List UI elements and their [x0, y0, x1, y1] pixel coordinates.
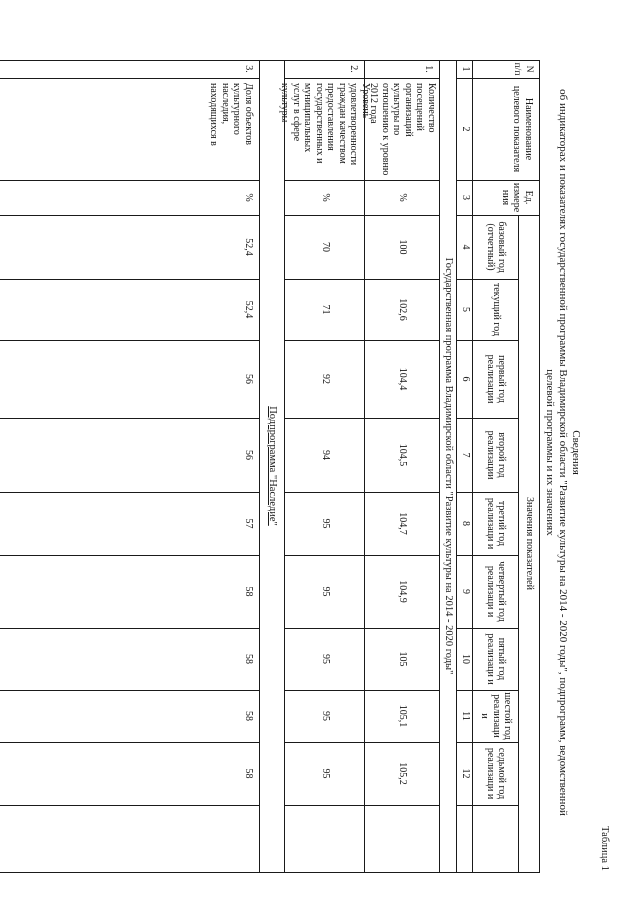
colnum-4: 4 — [459, 244, 471, 250]
row-3-year-3: 57 — [243, 518, 254, 529]
row-3-name: Доля объектов культурного наследия, находящихся в — [208, 83, 254, 146]
colnum-3: 3 — [459, 195, 471, 200]
row-3-year-2: 56 — [243, 450, 254, 460]
row-2-year-3: 95 — [319, 518, 331, 529]
row-1-current-year: 102,6 — [397, 298, 409, 321]
colnum-10: 10 — [459, 654, 471, 664]
row-2-year-6: 95 — [319, 711, 331, 721]
header-values-group: Значения показателей — [524, 497, 536, 590]
header-name: Наименование целевого показателя — [511, 85, 534, 173]
col-line-9-body2 — [0, 628, 260, 629]
program-title: Государственная программа Владимирской области "Развитие культуры на 2014 - 2020 годы" — [443, 257, 455, 675]
colnum-9: 9 — [459, 589, 471, 594]
row-1-year-4: 104,9 — [397, 580, 409, 603]
row-2-name: Уровень удовлетворенности граждан качеством предоставления государственных и муниципальных услуг в сфере культуры — [279, 83, 371, 166]
row-1-year-2: 104,5 — [397, 443, 409, 467]
colnum-12: 12 — [459, 768, 471, 779]
row-1-year-3: 104,7 — [397, 512, 409, 535]
row-1-year-6: 105,1 — [397, 704, 409, 728]
row-2-year-7: 95 — [319, 768, 331, 779]
header-year-7: седьмой год реализаци и — [485, 747, 508, 800]
row-3-base-year: 52,4 — [243, 238, 254, 256]
row-1-year-1: 104,4 — [397, 367, 409, 391]
row-2-year-5: 95 — [319, 654, 331, 664]
header-num: N п/п — [512, 62, 534, 76]
col-line-8-body2 — [0, 555, 260, 556]
col-line-right — [0, 872, 540, 873]
col-line-6-body2 — [0, 418, 260, 419]
col-line-5-body2 — [0, 340, 260, 341]
row-3-num: 3. — [243, 65, 254, 73]
header-year-3: третий год реализаци и — [485, 497, 508, 550]
subprogram-title-text: Подпрограмма "Наследие" — [267, 406, 279, 526]
row-2-year-2: 94 — [319, 450, 331, 460]
header-current-year: текущий год — [490, 282, 502, 337]
header-year-2: второй год реализации — [485, 430, 508, 480]
col-line-12-body — [285, 805, 440, 806]
doc-heading-line3: целевой программы и их значениях — [544, 369, 556, 536]
colnum-6: 6 — [459, 376, 471, 382]
col-line-4-body2 — [0, 279, 260, 280]
col-line-12-head — [457, 805, 519, 806]
col-line-12-body2 — [0, 805, 260, 806]
table-label: Таблица 1 — [599, 826, 610, 871]
row-2-num: 2. — [348, 65, 359, 73]
col-line-2-body2 — [0, 180, 260, 181]
row-3-unit: % — [243, 193, 254, 202]
row-1-unit: % — [397, 193, 409, 202]
colnum-2: 2 — [459, 126, 471, 132]
row-3-year-1: 56 — [243, 374, 254, 384]
header-year-4: четвертый год реализаци и — [485, 561, 508, 622]
row-2-year-4: 95 — [319, 586, 331, 597]
row-2-base-year: 70 — [319, 242, 331, 252]
col-line-10-body2 — [0, 690, 260, 691]
colnum-1: 1 — [459, 66, 471, 72]
row-1-num: 1. — [423, 65, 434, 73]
header-year-1: первый год реализации — [485, 354, 508, 404]
row-1-base-year: 100 — [397, 239, 409, 255]
col-line-11-body2 — [0, 742, 260, 743]
col-line-7-body2 — [0, 492, 260, 493]
row-1-year-5: 105 — [397, 651, 409, 667]
colnum-8: 8 — [459, 521, 471, 526]
header-year-5: пятый год реализаци и — [485, 633, 508, 685]
row-2-current-year: 71 — [319, 304, 331, 315]
header-year-6: шестой год реализаци и — [479, 692, 514, 740]
row-3-year-4: 58 — [243, 586, 254, 597]
row-3-year-6: 58 — [243, 711, 254, 721]
row-2-unit: % — [319, 193, 331, 202]
header-unit: Ед. измере ния — [500, 182, 534, 213]
colnum-11: 11 — [459, 711, 471, 721]
row-1-year-7: 105,2 — [397, 762, 409, 785]
colnum-5: 5 — [459, 307, 471, 312]
subprogram-title — [260, 60, 285, 872]
col-line-1-body2 — [0, 78, 260, 79]
row-3-year-7: 58 — [243, 768, 254, 779]
row-3-year-5: 58 — [243, 654, 254, 664]
col-line-3-body2 — [0, 215, 260, 216]
doc-heading-line2: об индикаторах и показателях государственной программы Владимирской области "Развитие культуры на 2014 - 2020 годы", подпрограмм, ведомственной — [557, 89, 569, 816]
header-base-year: базовый год (отчетный) — [485, 221, 508, 273]
doc-heading-line1: Сведения — [570, 430, 582, 475]
row-1-name: Количество посещений организаций культуры по отношению к уровню 2012 года — [368, 83, 437, 176]
row-2-year-1: 92 — [319, 374, 331, 384]
row-3-current-year: 52,4 — [243, 300, 254, 319]
colnum-7: 7 — [459, 452, 471, 458]
